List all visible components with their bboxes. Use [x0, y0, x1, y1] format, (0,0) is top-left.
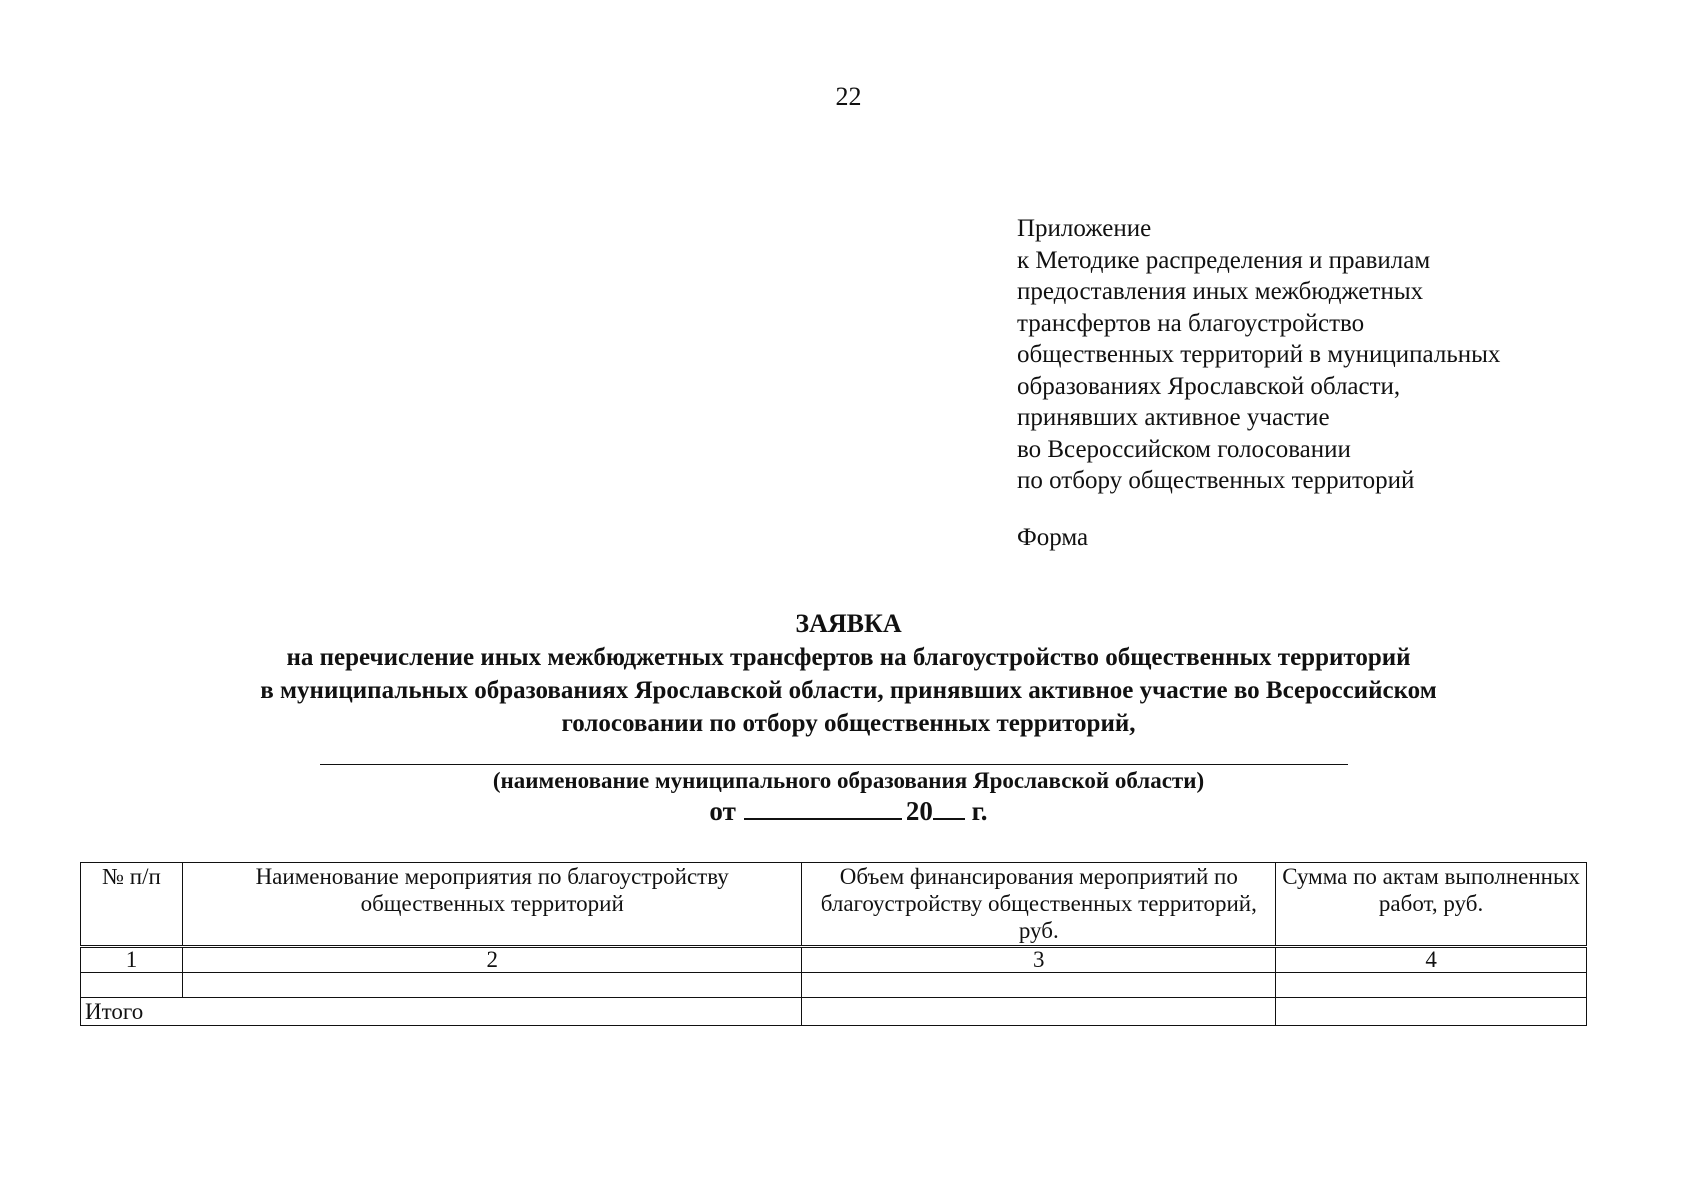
date-day-month-field[interactable] — [744, 796, 902, 820]
table-cell[interactable] — [1276, 973, 1587, 998]
appendix-block — [1017, 213, 1657, 497]
appendix-line: общественных территорий в муниципальных — [1017, 341, 1501, 368]
date-year-field[interactable] — [933, 796, 965, 820]
table-column-numbers-row — [81, 947, 1587, 973]
document-title: ЗАЯВКА — [795, 609, 902, 638]
header-cell-funding: Объем финансирования мероприятий по благоустройству общественных территорий, руб. — [802, 863, 1276, 947]
appendix-line: принявших активное участие — [1017, 404, 1330, 431]
appendix-line: образованиях Ярославской области, — [1017, 372, 1401, 400]
municipality-name-field[interactable] — [320, 764, 1348, 765]
form-label: Форма — [1017, 524, 1089, 551]
appendix-line: Приложение — [1017, 215, 1152, 242]
table-header-row — [81, 863, 1587, 947]
table-cell[interactable] — [802, 973, 1276, 998]
appendix-line: во Всероссийском голосовании — [1017, 435, 1351, 463]
total-acts-sum-cell[interactable] — [1276, 998, 1587, 1026]
table-row — [81, 973, 1587, 998]
document-title-block — [0, 607, 1697, 740]
document-subtitle-line: на перечисление иных межбюджетных трансфертов на благоустройство общественных территорий — [286, 644, 1411, 671]
total-label-cell: Итого — [81, 998, 802, 1026]
appendix-line: предоставления иных межбюджетных — [1017, 278, 1424, 305]
table-cell[interactable] — [182, 973, 802, 998]
appendix-line: по отбору общественных территорий — [1017, 467, 1415, 494]
appendix-line: трансфертов на благоустройство — [1017, 309, 1365, 337]
header-cell-acts-sum: Сумма по актам выполненных работ, руб. — [1276, 863, 1587, 947]
date-prefix: от — [709, 796, 736, 826]
total-funding-cell[interactable] — [802, 998, 1276, 1026]
header-cell-activity: Наименование мероприятия по благоустройству общественных территорий — [182, 863, 802, 947]
document-subtitle-line: в муниципальных образованиях Ярославской области, принявших активное участие во Всероссийском — [260, 677, 1437, 704]
column-number-cell: 4 — [1276, 947, 1587, 973]
table-total-row — [81, 998, 1587, 1026]
application-table — [80, 862, 1587, 1026]
page-number: 22 — [835, 82, 862, 111]
header-cell-number: № п/п — [81, 863, 183, 947]
document-subtitle-line: голосовании по отбору общественных территорий, — [561, 710, 1136, 737]
table-cell[interactable] — [81, 973, 183, 998]
municipality-name-caption: (наименование муниципального образования Ярославской области) — [492, 768, 1205, 793]
date-suffix: г. — [971, 796, 988, 826]
appendix-line: к Методике распределения и правилам — [1017, 246, 1431, 274]
column-number-cell: 1 — [81, 947, 183, 973]
column-number-cell: 3 — [802, 947, 1276, 973]
column-number-cell: 2 — [182, 947, 802, 973]
date-year-prefix: 20 — [905, 796, 933, 826]
date-line — [0, 796, 1697, 827]
